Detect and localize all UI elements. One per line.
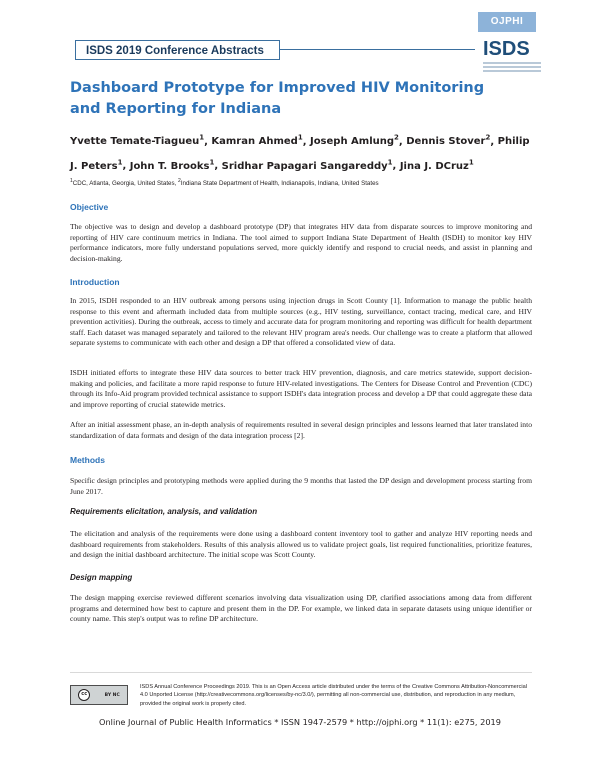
- introduction-paragraph-2: ISDH initiated efforts to integrate these HIV data sources to better track HIV prevention, diagnosis, and care metrics statewide, support decision-making and policies, and facilitate a more rapid response to future HIV-related investigations. The Centers for Disease Control and Prevention (CDC) through its Info-Aid program provided technical assistance to support ISDH's data integration process and develop a DP that could aggregate these data and improve reporting of crucial statewide metrics.: [70, 368, 532, 409]
- isds-logo-text: ISDS: [483, 38, 530, 60]
- author: Dennis Stover$^2$: [406, 134, 491, 148]
- creative-commons-logo: [70, 685, 128, 705]
- isds-logo-lines: [483, 62, 543, 72]
- conference-label: ISDS 2019 Conference Abstracts: [75, 40, 280, 60]
- license-text: ISDS Annual Conference Proceedings 2019. This is an Open Access article distributed under the terms of the Creative Commons Attribution-Noncommercial 4.0 Unported License (http://creativecommons.org/licenses/by-nc/3.0/), permitting all non-commercial use, distribution, and reproduction in any medium, provided the original work is properly cited.: [140, 684, 527, 707]
- introduction-paragraph-3: After an initial assessment phase, an in-depth analysis of requirements resulted in several design principles and lessons learned that later translated into standardization of data formats and design of the data integration process [2].: [70, 420, 532, 440]
- cc-icon: cc: [78, 689, 90, 701]
- design-mapping-heading: Design mapping: [70, 573, 133, 582]
- journal-badge: OJPHI: [478, 12, 536, 32]
- objective-heading: Objective: [70, 202, 109, 212]
- introduction-heading: Introduction: [70, 277, 120, 287]
- header-divider: [280, 49, 475, 50]
- author: Yvette Temate-Tiagueu$^1$: [70, 134, 205, 148]
- introduction-paragraph-1: In 2015, ISDH responded to an HIV outbreak among persons using injection drugs in Scott County [1]. Information to manage the public health response to this event and aftermath included data from multiple sources (e.g., HIV testing, surveillance, contact tracing, medical care, and HIV prevention activities). During the outbreak, access to timely and accurate data for program monitoring and reporting was difficult for health department staff. Each dataset was managed separately and tailored to the relevant HIV program area's needs. Our challenge was to create a platform that allowed separate systems to communicate with each other and design a DP that offered a consolidated view of data.: [70, 296, 532, 348]
- article-title: Dashboard Prototype for Improved HIV Monitoring and Reporting for Indiana: [70, 80, 485, 117]
- author: Jina J. DCruz$^1$: [399, 158, 474, 172]
- objective-text: The objective was to design and develop a dashboard prototype (DP) that integrates HIV data from disparate sources to improve monitoring and reporting of HIV care continuum metrics in Indiana. The tool aimed to support Indiana State Department of Health (ISDH) to monitor key HIV performance indicators, more fully understand populations served, more quickly identify and respond to crucial needs, and assist in planning and decision-making.: [70, 222, 532, 263]
- author: Joseph Amlung$^2$: [309, 134, 399, 148]
- author: Philip J. Peters$^1$: [70, 136, 530, 172]
- journal-footer: Online Journal of Public Health Informatics * ISSN 1947-2579 * http://ojphi.org * 11(1): e275, 2019: [99, 717, 501, 727]
- author: Sridhar Papagari Sangareddy$^1$: [221, 158, 393, 172]
- isds-logo: [483, 38, 543, 72]
- affiliations: $^1$CDC, Atlanta, Georgia, United States, $^2$Indiana State Department of Health, Indianapolis, Indiana, United States: [70, 178, 379, 188]
- design-mapping-text: The design mapping exercise reviewed different scenarios involving data visualization using DP, clarified associations among data from different programs and determined how best to capture and present them in the DP. For example, we linked data in separate datasets using unique identifier or county name. This step's output was to refine DP architecture.: [70, 593, 532, 624]
- footer-divider: [70, 672, 532, 673]
- requirements-heading: Requirements elicitation, analysis, and validation: [70, 507, 258, 516]
- requirements-text: The elicitation and analysis of the requirements were done using a dashboard content inventory tool to gather and analyze HIV reporting needs and dashboard requirements from stakeholders. Results of this analysis allowed us to validate project goals, list required functionalities, prioritize features, and design the initial dashboard architecture. The initial scope was Scott County.: [70, 529, 532, 560]
- author: Kamran Ahmed$^1$: [211, 134, 303, 148]
- methods-heading: Methods: [70, 455, 105, 465]
- author-list: Yvette Temate-Tiagueu$^1$, Kamran Ahmed$^1$, Joseph Amlung$^2$, Dennis Stover$^2$, Philip J. Peters$^1$, John T. Brooks$^1$, Sridhar Papagari Sangareddy$^1$, Jina J. DCruz$^1$: [70, 134, 530, 172]
- author: John T. Brooks$^1$: [129, 158, 215, 172]
- methods-text: Specific design principles and prototyping methods were applied during the 9 months that lasted the DP design and development process starting from June 2017.: [70, 476, 532, 496]
- cc-license-label: BY NC: [104, 692, 120, 698]
